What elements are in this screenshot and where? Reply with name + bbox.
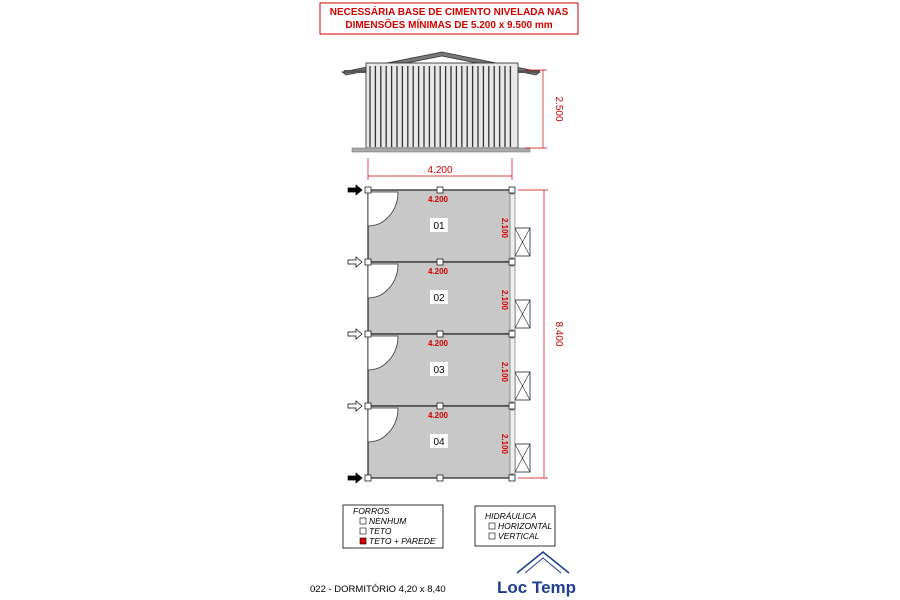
notice-line-2: DIMENSÕES MÍNIMAS DE 5.200 x 9.500 mm	[345, 20, 553, 31]
room-width-label: 4.200	[427, 195, 449, 204]
post-marker	[509, 331, 515, 337]
post-marker	[509, 403, 515, 409]
hidraulica-option-checkbox	[489, 533, 495, 539]
post-marker	[365, 331, 371, 337]
post-marker	[437, 475, 443, 481]
room-number: 01	[433, 221, 445, 232]
logo-text: Loc Temp	[497, 578, 577, 597]
room-depth-label: 2.100	[500, 433, 509, 455]
room-number: 04	[433, 437, 445, 448]
room-04	[348, 401, 530, 478]
entrance-arrow	[348, 473, 362, 483]
post-marker	[437, 403, 443, 409]
post-marker	[437, 259, 443, 265]
room-width-label: 4.200	[427, 267, 449, 276]
room-01	[348, 185, 530, 262]
forros-option-label: TETO + PAREDE	[369, 536, 436, 546]
room-number: 02	[433, 293, 445, 304]
entrance-arrow	[348, 257, 362, 267]
hidraulica-option-label: VERTICAL	[498, 531, 540, 541]
forros-option-label: NENHUM	[369, 516, 407, 526]
post-marker	[365, 475, 371, 481]
hidraulica-option-checkbox	[489, 523, 495, 529]
room-width-label: 4.200	[427, 411, 449, 420]
post-marker	[437, 331, 443, 337]
notice-box	[320, 3, 578, 34]
post-marker	[437, 187, 443, 193]
room-depth-label: 2.100	[500, 217, 509, 239]
elevation-height-label: 2.500	[553, 96, 564, 122]
post-marker	[509, 475, 515, 481]
legend-hidraulica-title: HIDRÁULICA	[485, 511, 537, 521]
entrance-arrow	[348, 329, 362, 339]
post-marker	[365, 403, 371, 409]
post-marker	[509, 187, 515, 193]
post-marker	[365, 187, 371, 193]
hidraulica-option-label: HORIZONTAL	[498, 521, 553, 531]
legend-forros-title: FORROS	[353, 506, 390, 516]
legend-hidraulica	[475, 506, 555, 546]
room-depth-label: 2.100	[500, 289, 509, 311]
room-number: 03	[433, 365, 445, 376]
elevation-wall	[366, 63, 518, 148]
loc-temp-logo	[497, 552, 576, 597]
forros-option-label: TETO	[369, 526, 392, 536]
elevation-width-label: 4.200	[427, 165, 453, 176]
post-marker	[365, 259, 371, 265]
room-depth-label: 2.100	[500, 361, 509, 383]
room-03	[348, 329, 530, 406]
front-elevation	[342, 52, 564, 180]
forros-option-checkbox	[360, 528, 366, 534]
room-02	[348, 257, 530, 334]
entrance-arrow	[348, 185, 362, 195]
legend-forros	[343, 505, 443, 548]
floor-plan	[348, 185, 564, 483]
notice-line-1: NECESSÁRIA BASE DE CIMENTO NIVELADA NAS	[329, 7, 569, 18]
forros-option-checkbox	[360, 538, 366, 544]
forros-option-checkbox	[360, 518, 366, 524]
plan-total-length-label: 8.400	[553, 321, 564, 347]
entrance-arrow	[348, 401, 362, 411]
post-marker	[509, 259, 515, 265]
room-width-label: 4.200	[427, 339, 449, 348]
drawing-caption: 022 - DORMITÓRIO 4,20 x 8,40	[310, 584, 446, 595]
